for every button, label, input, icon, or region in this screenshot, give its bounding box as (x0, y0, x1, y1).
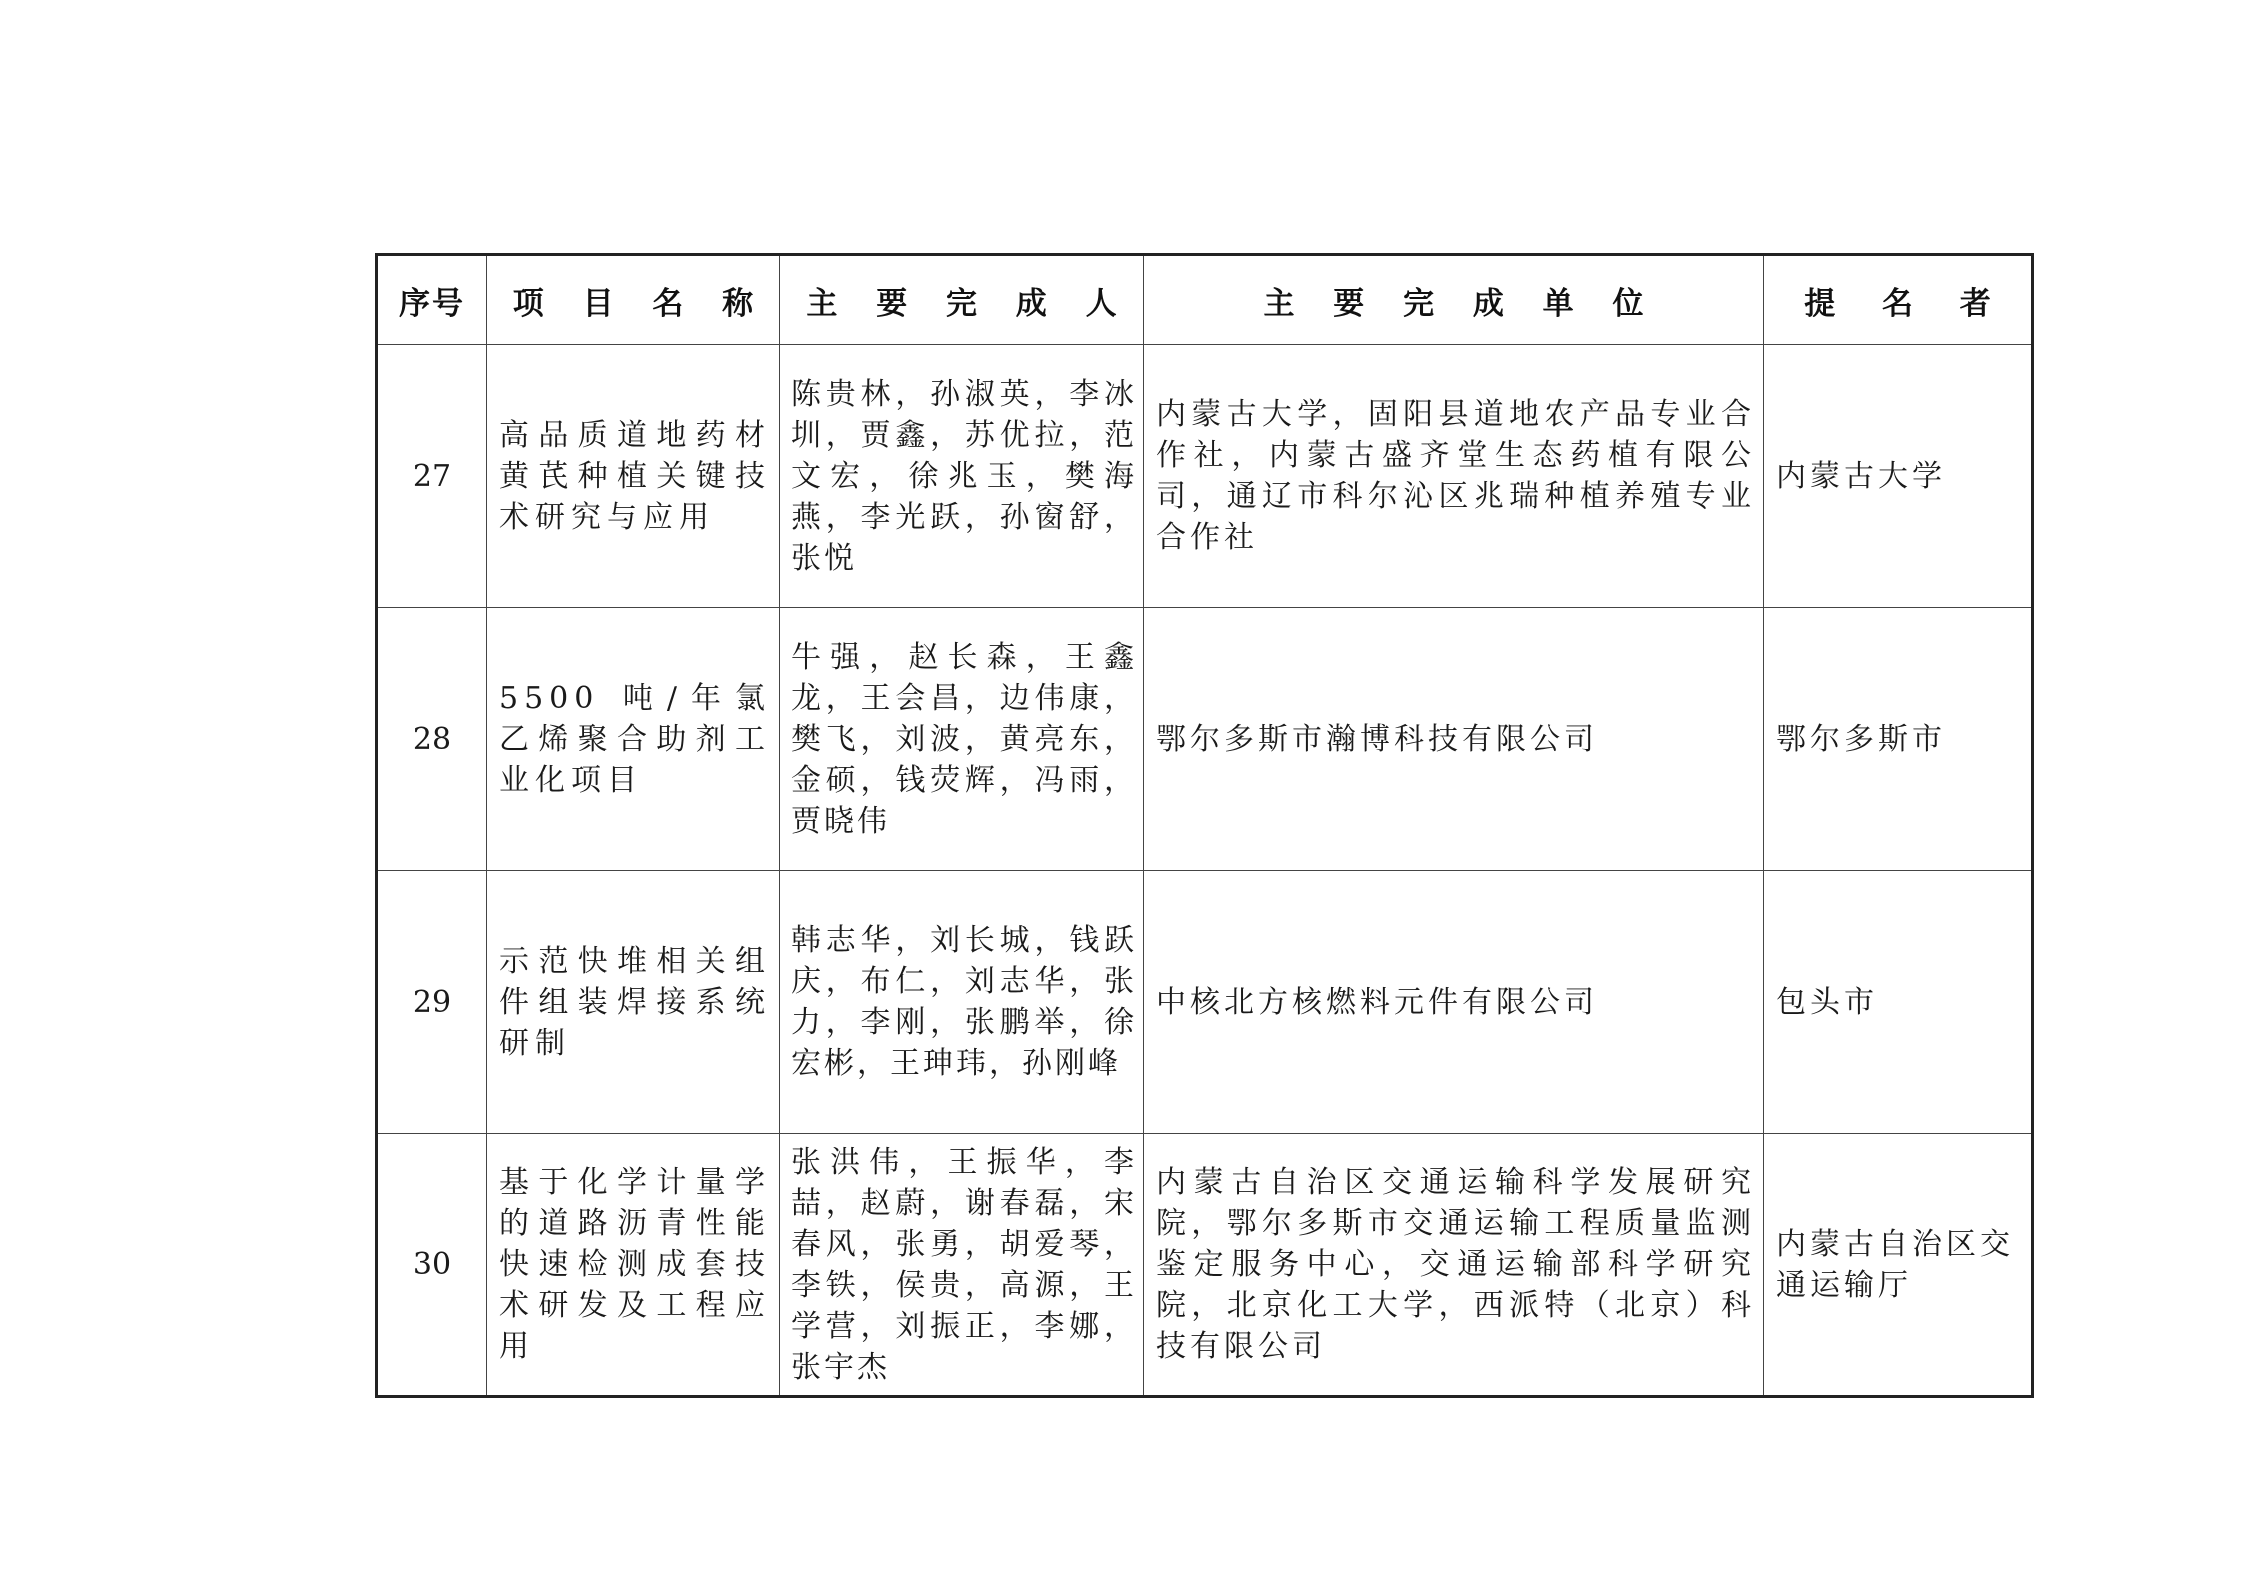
award-table (375, 253, 2034, 1398)
row-people: 牛强，赵长森，王鑫龙，王会昌，边伟康，樊飞，刘波，黄亮东，金硕，钱荧辉，冯雨，贾晓伟 (780, 608, 1144, 871)
row-units: 中核北方核燃料元件有限公司 (1144, 871, 1764, 1134)
table-row (377, 608, 2033, 871)
header-index: 序号 (377, 255, 487, 345)
row-index: 29 (377, 871, 487, 1134)
row-units: 内蒙古大学，固阳县道地农产品专业合作社，内蒙古盛齐堂生态药植有限公司，通辽市科尔沁区兆瑞种植养殖专业合作社 (1144, 345, 1764, 608)
header-row (377, 255, 2033, 345)
row-people: 张洪伟，王振华，李喆，赵蔚，谢春磊，宋春风，张勇，胡爱琴，李铁，侯贵，高源，王学营，刘振正，李娜，张宇杰 (780, 1134, 1144, 1397)
row-project: 基于化学计量学的道路沥青性能快速检测成套技术研发及工程应用 (487, 1134, 780, 1397)
row-project: 示范快堆相关组件组装焊接系统研制 (487, 871, 780, 1134)
row-index: 27 (377, 345, 487, 608)
row-index: 30 (377, 1134, 487, 1397)
header-nominator: 提 名 者 (1764, 255, 2033, 345)
row-nominator: 内蒙古自治区交通运输厅 (1764, 1134, 2033, 1397)
header-people: 主 要 完 成 人 (780, 255, 1144, 345)
row-people: 陈贵林，孙淑英，李冰圳，贾鑫，苏优拉，范文宏，徐兆玉，樊海燕，李光跃，孙窗舒，张悦 (780, 345, 1144, 608)
row-project: 5500 吨/年氯乙烯聚合助剂工业化项目 (487, 608, 780, 871)
table-row (377, 1134, 2033, 1397)
row-nominator: 鄂尔多斯市 (1764, 608, 2033, 871)
row-nominator: 包头市 (1764, 871, 2033, 1134)
header-project: 项 目 名 称 (487, 255, 780, 345)
row-nominator: 内蒙古大学 (1764, 345, 2033, 608)
row-people: 韩志华，刘长城，钱跃庆，布仁，刘志华，张力，李刚，张鹏举，徐宏彬，王珅玮，孙刚峰 (780, 871, 1144, 1134)
table-row (377, 871, 2033, 1134)
row-index: 28 (377, 608, 487, 871)
header-units: 主 要 完 成 单 位 (1144, 255, 1764, 345)
row-project: 高品质道地药材黄芪种植关键技术研究与应用 (487, 345, 780, 608)
row-units: 鄂尔多斯市瀚博科技有限公司 (1144, 608, 1764, 871)
table-row (377, 345, 2033, 608)
row-units: 内蒙古自治区交通运输科学发展研究院，鄂尔多斯市交通运输工程质量监测鉴定服务中心，交通运输部科学研究院，北京化工大学，西派特（北京）科技有限公司 (1144, 1134, 1764, 1397)
